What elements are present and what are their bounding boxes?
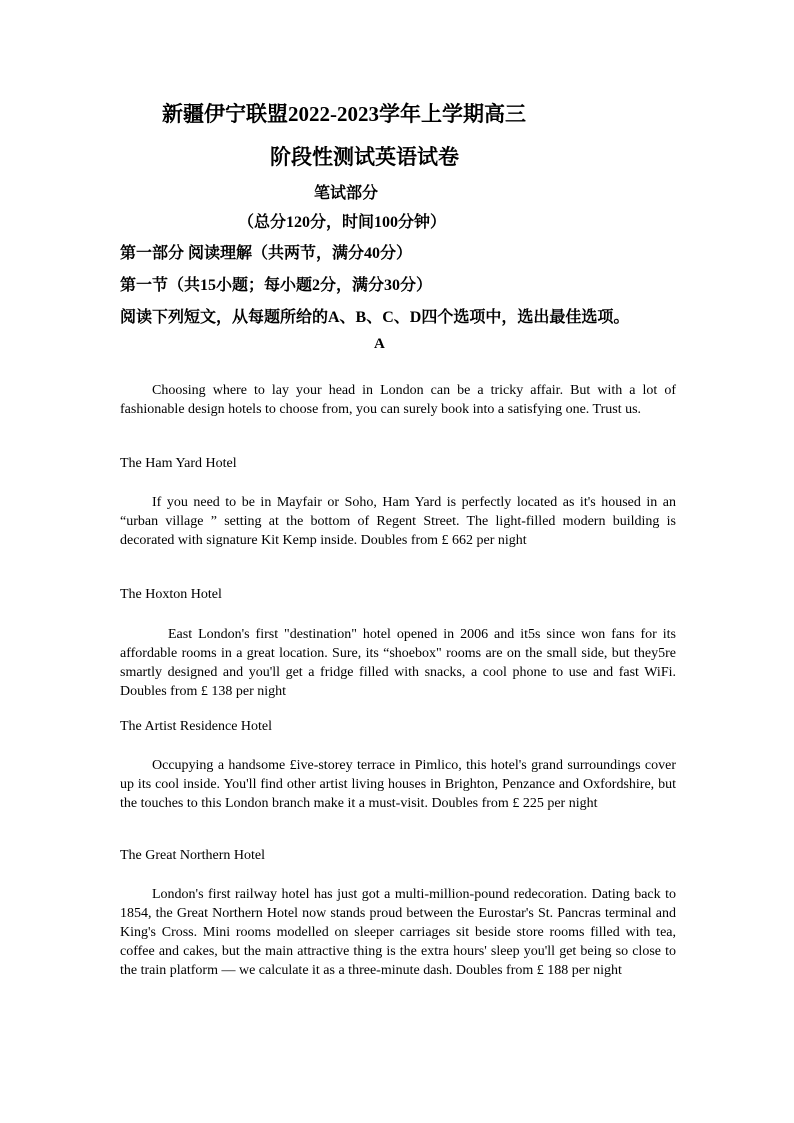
exam-title-line1: 新疆伊宁联盟2022-2023学年上学期高三 <box>162 102 526 126</box>
exam-subtitle: 笔试部分 <box>314 185 379 202</box>
exam-info: （总分120分，时间100分钟） <box>238 214 447 231</box>
hotel-name-hoxton: The Hoxton Hotel <box>120 587 222 602</box>
exam-title-line2: 阶段性测试英语试卷 <box>270 145 459 169</box>
part-heading: 第一部分 阅读理解（共两节，满分40分） <box>120 245 413 262</box>
directions: 阅读下列短文，从每题所给的A、B、C、D四个选项中，选出最佳选项。 <box>120 309 630 326</box>
hotel-text-ham-yard: If you need to be in Mayfair or Soho, Ham Yard is perfectly located as it's housed in an “urban village ” setting at the bottom of Regent Street. The light-filled modern building is decorated with signature Kit Kemp inside. Doubles from £ 662 per night <box>120 495 676 548</box>
hotel-name-ham-yard: The Ham Yard Hotel <box>120 456 237 471</box>
hotel-text-artist-residence: Occupying a handsome £ive-storey terrace in Pimlico, this hotel's grand surroundings cover up its cool inside. You'll find other artist living houses in Brighton, Penzance and Oxfordshire, but the touches to this London branch make it a must-visit. Doubles from £ 225 per night <box>120 758 676 811</box>
passage-label: A <box>374 336 385 352</box>
hotel-text-hoxton: East London's first "destination" hotel opened in 2006 and it5s since won fans for its affordable rooms in a great location. Sure, its “shoebox" rooms are on the small side, but they5re smartly designed and you'll get a fridge filled with snacks, a cool phone to use and fast WiFi. Doubles from £ 138 per night <box>120 627 676 699</box>
section-heading: 第一节（共15小题；每小题2分，满分30分） <box>120 277 433 294</box>
hotel-name-great-northern: The Great Northern Hotel <box>120 848 265 863</box>
passage-intro: Choosing where to lay your head in London can be a tricky affair. But with a lot of fashionable design hotels to choose from, you can surely book into a satisfying one. Trust us. <box>120 383 676 417</box>
hotel-name-artist-residence: The Artist Residence Hotel <box>120 719 273 734</box>
hotel-text-great-northern: London's first railway hotel has just got a multi-million-pound redecoration. Dating back to 1854, the Great Northern Hotel now stands proud between the Eurostar's St. Pancras terminal and King's Cross. Mini rooms modelled on sleeper carriages sit beside store rooms filled with tea, coffee and cakes, but the main attractive thing is the extra hours' sleep you'll get being so close to the train platform — we calculate it as a three-minute dash. Doubles from £ 188 per night <box>120 887 676 978</box>
